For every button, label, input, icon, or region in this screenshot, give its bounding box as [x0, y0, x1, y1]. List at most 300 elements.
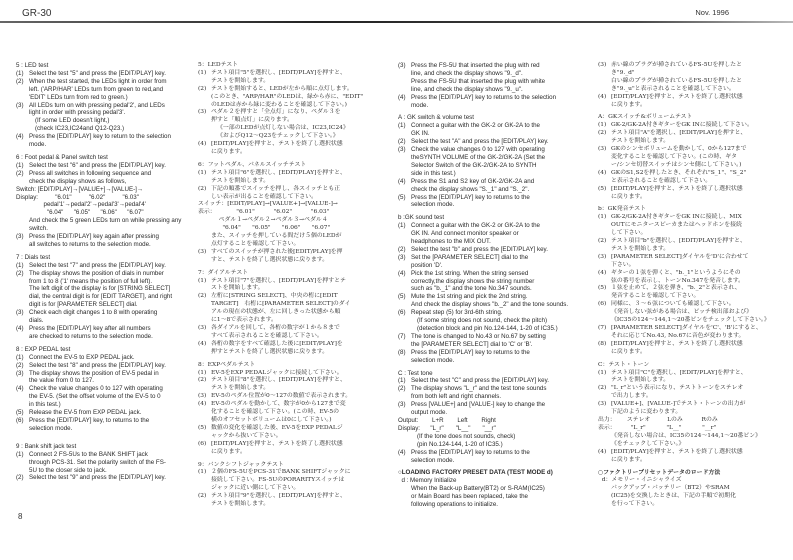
line-text: のLEDは赤から緑に変わることを確認して下さい。) — [211, 101, 347, 108]
section-heading — [16, 154, 204, 162]
line-text: テストを開始します。 — [211, 177, 270, 184]
text-line — [398, 86, 586, 94]
text-line — [198, 225, 386, 233]
text-line — [398, 485, 586, 493]
line-text: When the Back-up Battery(BT2) or S-RAM(IC25) — [411, 485, 545, 493]
line-text: TARGET] 右桁に[PARAMETER SELECT]のダイ — [211, 301, 351, 308]
numbered-step — [398, 178, 586, 186]
text-line — [16, 241, 204, 249]
line-text: 7：ダイアルテスト — [198, 269, 249, 276]
line-text: すと、テストを終了し選択状態に戻ります。 — [211, 256, 329, 263]
line-text: 《IC35の124〜144,1〜20番ピンをチェックして下さい。》 — [611, 317, 770, 324]
numbered-step — [198, 249, 386, 257]
line-text: output mode. — [411, 409, 448, 417]
section-heading — [16, 254, 204, 262]
numbered-step — [598, 270, 786, 278]
line-text: と表示されることを確認して下さい。 — [611, 177, 712, 184]
line-text: 左桁に[STRING SELECT]、中央の桁に[EDIT — [211, 293, 338, 300]
text-line — [598, 425, 786, 433]
numbered-step — [16, 417, 204, 425]
text-line — [398, 409, 586, 417]
text-line — [16, 333, 204, 341]
line-text: に戻ります。 — [611, 348, 646, 355]
step-number: (2) — [598, 385, 607, 392]
line-text: テスト項目"A"を選択し、[EDIT/PLAY]を押すと、 — [611, 130, 747, 137]
text-line — [398, 201, 586, 209]
numbered-step — [398, 122, 586, 130]
line-text: Press the [EDIT/PLAY] key again after pressing — [29, 233, 159, 241]
line-text: are checked to returns to the selection mode. — [29, 332, 153, 340]
line-text: に戻ります。 — [611, 101, 646, 108]
text-line — [198, 257, 386, 265]
line-text: mode. — [29, 141, 47, 149]
numbered-step — [198, 401, 386, 409]
line-text: 弦の番号を表示し、トーンNo.347を発音します。 — [611, 277, 745, 284]
text-line — [198, 317, 386, 325]
line-text: Press [VALUE+] and [VALUE-] key to change the — [411, 401, 546, 409]
line-text: A：GKスイッチ&ボリュームテスト — [598, 114, 693, 121]
numbered-step — [16, 362, 204, 370]
line-text: GK IN. — [411, 130, 430, 138]
line-text: して下さい。 — [611, 230, 647, 237]
step-number: (2) — [398, 245, 406, 253]
line-text: switch. — [29, 225, 48, 233]
line-text: 発音することを確認して下さい。 — [611, 293, 700, 300]
numbered-step — [398, 194, 586, 202]
numbered-step — [398, 385, 586, 393]
document-date: Nov. 1996 — [695, 8, 729, 17]
line-text: Display: "6.01" "6.02" "6.03" — [16, 193, 139, 201]
line-text: 下記のように変わります。 — [611, 409, 682, 416]
step-number: (5) — [398, 293, 406, 301]
numbered-step — [598, 62, 786, 70]
text-line — [398, 393, 586, 401]
text-line — [16, 117, 204, 125]
numbered-step — [398, 449, 586, 457]
line-text: 白い線のプラグが挿されているFS-5Uを押したと — [611, 77, 742, 84]
line-text: に戻ります。 — [211, 148, 246, 155]
text-line — [398, 457, 586, 465]
numbered-step — [598, 146, 786, 154]
numbered-step — [16, 169, 207, 178]
text-line — [598, 333, 786, 341]
text-line — [398, 325, 586, 333]
line-text: check the display shows "S._1" and "S._2". — [411, 185, 530, 193]
numbered-step — [598, 94, 786, 102]
numbered-step — [16, 162, 204, 170]
line-text: Check the value changes 0 to 127 with operating — [29, 385, 163, 393]
step-number: (4) — [16, 385, 24, 393]
numbered-step — [398, 349, 586, 357]
line-text: "L_r"という表示になり、テストトーンをステレオ — [611, 385, 744, 392]
line-text: Switch: [EDIT/PLAY]→[VALUE+]→[VALUE-]→ — [16, 185, 144, 193]
step-number: (5) — [598, 185, 607, 192]
numbered-step — [16, 233, 204, 241]
text-line — [198, 133, 386, 141]
line-text: 表示： "L_r" "L__" "__r" — [598, 424, 717, 431]
text-line — [198, 125, 386, 133]
line-text: ペダル１→ペダル２→ペダル３→ペダル４ — [198, 217, 328, 224]
step-number: (8) — [398, 348, 406, 356]
text-line — [398, 230, 586, 238]
numbered-step — [398, 293, 586, 301]
step-number: (1) — [598, 214, 607, 221]
text-line — [398, 493, 586, 501]
numbered-step — [398, 94, 586, 102]
step-number: (1) — [16, 161, 24, 169]
step-number: (3) — [198, 325, 207, 331]
text-line — [16, 393, 207, 401]
line-text: 5 : LED test — [16, 62, 49, 69]
line-text: Mute the 1st string and pick the 2nd string. — [411, 293, 528, 301]
section-heading — [198, 362, 386, 370]
numbered-step — [16, 385, 204, 393]
text-line — [598, 178, 786, 186]
numbered-step — [16, 369, 207, 378]
line-text: 横のオフセットボリュームは0にして下さい。) — [211, 416, 332, 423]
step-number: (2) — [598, 130, 607, 137]
line-text: ○ファクトリープリセットデータのロード方法 — [598, 469, 721, 477]
text-line — [598, 222, 786, 230]
line-text: Connect 2 FS-5Us to the BANK SHIFT jack — [29, 450, 148, 458]
text-line — [398, 130, 586, 138]
step-number: (2) — [16, 169, 24, 177]
text-line — [398, 162, 586, 170]
line-text: ー/シンセ切替スイッチはシンセ側にして下さい。) — [611, 161, 742, 168]
step-number: (6) — [198, 440, 207, 447]
numbered-step — [398, 138, 586, 146]
line-text: Press the [EDIT/PLAY] key to returns to the — [411, 348, 530, 356]
step-number: (1) — [198, 369, 207, 376]
line-text: テスト項目"b"を選択し、[EDIT/PLAY]を押すと、 — [611, 238, 746, 245]
line-text: headphones to the MIX OUT. — [411, 238, 491, 246]
line-text: through PCS-31. Set the polarity switch of the FS- — [29, 458, 166, 466]
step-number: (1) — [16, 450, 24, 458]
page-number: 8 — [18, 512, 23, 521]
line-text: Pick the 1st string. When the string sensed — [411, 269, 529, 277]
step-number: (6) — [16, 416, 24, 424]
numbered-step — [198, 170, 386, 178]
text-line — [16, 185, 207, 194]
step-number: (2) — [198, 377, 207, 384]
line-text: The left digit of the display is for [STRING SELECT] — [29, 285, 171, 293]
line-text: Press all switches in following sequence and — [29, 169, 152, 177]
text-line — [398, 477, 586, 485]
line-text: And check the display shows "b._2" and the tone sounds. — [411, 301, 569, 309]
line-text: Display: "L_r" "L__" "__r" — [398, 424, 496, 432]
numbered-step — [198, 325, 386, 333]
text-line — [398, 501, 586, 509]
line-text: Release the EV-5 from EXP PEDAL jack. — [29, 409, 142, 417]
text-line — [398, 278, 586, 286]
text-line — [198, 94, 386, 102]
line-text: b：GK発音テスト — [598, 206, 646, 213]
line-text: テスト項目"8"を選択し、[EDIT/PLAY]を押すと、 — [211, 377, 346, 384]
line-text: 《をチェックして下さい。》 — [611, 440, 685, 447]
line-text: (このとき、"ARP/HAR"のLEDは、緑から赤に、"EDIT" — [211, 93, 364, 100]
step-number: (3) — [398, 62, 406, 69]
line-text: ペダル２を押すと「全点灯」になり、ペダル３を — [211, 109, 341, 116]
line-text: 《発音しない弦がある場合は、ピッチ検出部および》 — [611, 309, 753, 316]
line-text: 《およびQ12〜Q23をチェックして下さい。》 — [217, 133, 339, 140]
text-line — [16, 301, 204, 309]
numbered-step — [16, 309, 204, 317]
line-text: テスト項目"9"を選択し、[EDIT/PLAY]を押すと、 — [211, 493, 346, 500]
step-number: (5) — [16, 409, 24, 417]
line-text: GK-2/GK-2A付きギターをGK INに接続し、MIX — [611, 214, 742, 221]
text-line — [16, 424, 207, 433]
section-heading — [398, 114, 586, 122]
line-text: [EDIT/PLAY]を押すと、テストを終了し選択状態 — [211, 440, 343, 447]
step-number: (3) — [398, 146, 406, 154]
text-line — [198, 149, 386, 157]
text-line — [198, 433, 386, 441]
line-text: left. ('ARP/HAR' LEDs turn from green to red,and — [29, 85, 164, 93]
line-text: Select the test "6" and press the [EDIT/PLAY] key. — [29, 161, 166, 169]
line-text: (pin No.124-144, 1-20 of IC35.) — [417, 440, 503, 448]
column-english-left — [16, 62, 207, 482]
line-text: Press the S1 and S2 key of GK-2/GK-2A and — [411, 177, 535, 185]
line-text: light in order with pressing pedal'3'. — [29, 109, 126, 117]
line-text: C : Test tone — [398, 369, 433, 377]
text-line — [598, 86, 786, 94]
line-text: in this test.) — [29, 401, 61, 409]
step-number: (3) — [598, 253, 607, 260]
text-line — [16, 217, 204, 225]
step-number: (2) — [16, 77, 24, 85]
line-text: [EDIT/PLAY]を押すと、テストを終了し選択状態 — [611, 340, 743, 347]
line-text: 8 : EXP PEDAL test — [16, 345, 71, 353]
step-number: (4) — [598, 169, 607, 176]
line-text: 9 : Bank shift jack test — [16, 442, 77, 450]
step-number: (3) — [598, 62, 607, 68]
numbered-step — [598, 238, 786, 246]
section-heading — [398, 214, 586, 222]
numbered-step — [16, 78, 204, 86]
numbered-step — [198, 393, 386, 401]
line-text: 各桁の数字をすべて確認した後に[EDIT/PLAY]を — [211, 340, 343, 347]
numbered-step — [16, 354, 204, 362]
step-number: (4) — [398, 93, 406, 101]
text-line — [198, 349, 386, 357]
line-text: theSYNTH VOLUME of the GK-2/GK-2A (Set the — [411, 153, 546, 161]
line-text: 接続して下さい。FS-5UのPORARITYスイッチは — [211, 477, 345, 484]
text-line — [398, 341, 586, 349]
text-line — [198, 485, 386, 493]
numbered-step — [598, 170, 786, 178]
text-line — [16, 277, 207, 286]
section-heading — [198, 162, 386, 170]
line-text: 出力： ステレオ Lのみ Rのみ — [598, 416, 718, 423]
step-number: (4) — [398, 448, 406, 456]
line-text: When the test started, the LEDs light in order from — [29, 77, 167, 85]
line-text: それに応じてNo.43, No.67に音色が変わります。 — [611, 332, 745, 339]
text-line — [16, 201, 204, 209]
line-text: EV-5のペダルを動かして、数字が0から127まで変 — [211, 401, 346, 408]
text-line — [598, 457, 786, 465]
line-text: side in this test.) — [411, 169, 456, 177]
line-text: Output: L+R Left Right — [398, 416, 496, 424]
text-line — [198, 333, 386, 341]
line-text: dial, the central digit is for [EDIT TARGET], and right — [29, 293, 173, 301]
line-text: 押すとテストを終了し選択状態に戻ります。 — [211, 348, 329, 355]
text-line — [598, 417, 786, 425]
text-line — [598, 485, 786, 493]
section-heading — [598, 362, 786, 370]
line-text: the EV-5. (Set the offset volume of the EV-5 to 0 — [29, 393, 161, 401]
numbered-step — [398, 377, 586, 385]
text-line — [398, 441, 586, 449]
line-text: Selector Switch of the GK-2/GK-2A to SYNTH — [411, 161, 537, 169]
line-text: [VALUE+]、[VALUE-]でテスト・トーンの出力が — [611, 401, 746, 408]
line-text: 押すと「順点灯」に戻ります。 — [211, 117, 293, 124]
numbered-step — [16, 69, 207, 78]
line-text: pedal'1'→pedal'2'→pedal'3'→pedal'4' — [16, 201, 146, 209]
column-japanese-left — [198, 62, 386, 509]
line-text: Connect a guitar with the GK-2 or GK-2A to the — [411, 122, 540, 130]
text-line — [598, 309, 786, 317]
line-text: 赤い線のプラグが挿されているFS-5Uを押したと — [611, 62, 742, 68]
step-number: (7) — [598, 325, 607, 331]
text-line — [16, 109, 207, 117]
text-line — [198, 301, 386, 309]
section-heading — [198, 62, 386, 70]
line-text: テストを開始します。 — [611, 245, 670, 252]
line-text: "6.04" "6.05" "6.06" "6.07" — [16, 209, 144, 217]
text-line — [16, 293, 207, 301]
text-line — [398, 317, 586, 325]
line-text: 点灯することを確認して下さい。 — [211, 240, 300, 247]
numbered-step — [398, 222, 586, 230]
numbered-step — [198, 186, 386, 194]
line-text: And check the 5 green LEDs turn on while pressing any — [29, 217, 182, 225]
numbered-step — [198, 493, 386, 501]
line-text: A : GK switch & volume test — [398, 114, 474, 122]
line-text: selection mode. — [411, 356, 455, 364]
line-text: GKのS1,S2を押したとき、それぞれ"S_1"、"S_2" — [611, 169, 747, 176]
section-heading — [398, 370, 586, 378]
line-text: スイッチ：[EDIT/PLAY]→[VALUE+]→[VALUE-]→ — [198, 201, 338, 208]
line-text: Press the [EDIT/PLAY] key to returns to the selection — [411, 93, 557, 101]
line-text: テスト項目"7"を選択し、[EDIT/PLAY]を押すとテ — [211, 277, 346, 284]
text-line — [598, 246, 786, 254]
text-line — [398, 357, 586, 365]
line-text: C：テスト・トーン — [598, 361, 650, 368]
line-text: OUTにモニタースピーカまたはヘッドホンを接続 — [611, 222, 742, 229]
line-text: Select the test "b" and press the [EDIT/PLAY] key. — [411, 245, 548, 253]
step-number: (1) — [16, 69, 24, 77]
text-line — [16, 178, 204, 186]
line-text: [EDIT/PLAY]を押すと、テストを終了し選択状態 — [611, 448, 743, 455]
text-line — [598, 230, 786, 238]
line-text: すべてのスイッチが押された後[EDIT/PLAY]を押 — [211, 248, 343, 255]
text-line — [16, 94, 204, 102]
step-number: (1) — [398, 377, 406, 385]
text-line — [198, 501, 386, 509]
numbered-step — [16, 102, 204, 110]
text-line — [398, 102, 586, 110]
text-line — [198, 233, 386, 241]
text-line — [16, 125, 204, 133]
line-text: アルの現在の状態が、左に回しきった状態から順 — [211, 309, 341, 316]
section-heading — [16, 62, 204, 70]
column-japanese-right — [598, 62, 786, 509]
line-text: [PARAMETER SELECT]ダイヤルを'D'に合わせて — [611, 253, 749, 260]
section-heading — [398, 469, 586, 477]
text-line — [398, 285, 586, 293]
numbered-step — [598, 449, 786, 457]
text-line — [198, 178, 386, 186]
text-line — [598, 70, 786, 78]
text-line — [598, 433, 786, 441]
line-text: ジャックに近い側にして下さい。 — [211, 485, 300, 492]
line-text: 6：フットペダル、パネルスイッチテスト — [198, 161, 307, 168]
text-line — [198, 217, 386, 225]
line-text: The tone is changed to No.43 or No.67 by setting — [411, 332, 546, 340]
line-text: check the display shows as follows, — [29, 177, 127, 185]
text-line — [598, 393, 786, 401]
step-number: (3) — [16, 369, 24, 377]
line-text: ○LOADING FACTORY PRESET DATA (TEST MODE d) — [398, 469, 553, 477]
line-text: に戻ります。 — [611, 456, 646, 463]
line-text: the value from 0 to 127. — [29, 377, 95, 385]
line-text: Press the [EDIT/PLAY] key to returns to the — [411, 448, 530, 456]
line-text: "6.04" "6.05" "6.06" "6.07" — [198, 225, 331, 232]
text-line — [598, 102, 786, 110]
line-text: 数値の変化を確認した後、EV-5をEXP PEDALジ — [211, 424, 343, 431]
step-number: (8) — [598, 340, 607, 347]
numbered-step — [16, 325, 207, 333]
line-text: following operations to initialize. — [411, 501, 499, 509]
text-line — [598, 262, 786, 270]
line-text: Select the test "C" and press the [EDIT/PLAY] key. — [411, 377, 549, 385]
line-text: selection mode. — [411, 456, 455, 464]
text-line — [598, 162, 786, 170]
line-text: バックアップ・バッテリー（BT2）やSRAM — [611, 485, 730, 492]
line-text: from both left and right channels. — [411, 393, 502, 401]
numbered-step — [198, 70, 386, 78]
line-text: selection mode. — [411, 201, 455, 209]
text-line — [598, 78, 786, 86]
text-line — [598, 317, 786, 325]
line-text: All LEDs turn on with pressing pedal'2', and LEDs — [29, 101, 165, 109]
step-number: (1) — [598, 369, 607, 376]
text-line — [16, 209, 204, 217]
line-text: (IC25)を交換したときは、下記の手順で初期化 — [611, 493, 736, 500]
line-text: Select the test "5" and press the [EDIT/PLAY] key. — [29, 69, 166, 77]
numbered-step — [198, 425, 386, 433]
line-text: き"9._u"と表示されることを確認して下さい。 — [611, 85, 735, 92]
line-text: (check IC23,IC24and Q12-Q23.) — [35, 125, 125, 133]
step-number: (1) — [16, 353, 24, 361]
step-number: (4) — [398, 269, 406, 277]
step-number: (4) — [598, 93, 607, 100]
step-number: (1) — [598, 122, 607, 129]
line-text: に戻ります。 — [611, 193, 646, 200]
line-text: (If some LED doesn't light,) — [35, 117, 110, 125]
numbered-step — [198, 341, 386, 349]
line-text: テストを開始します。 — [211, 501, 270, 508]
line-text: ストを開始します。 — [211, 285, 264, 292]
step-number: (4) — [598, 269, 607, 276]
text-line — [398, 433, 586, 441]
line-text: GK IN. And connect monitor speaker or — [411, 230, 519, 238]
numbered-step — [398, 309, 586, 317]
text-line — [398, 262, 586, 270]
numbered-step — [198, 86, 386, 94]
numbered-step — [16, 409, 204, 417]
step-number: (2) — [198, 493, 207, 500]
